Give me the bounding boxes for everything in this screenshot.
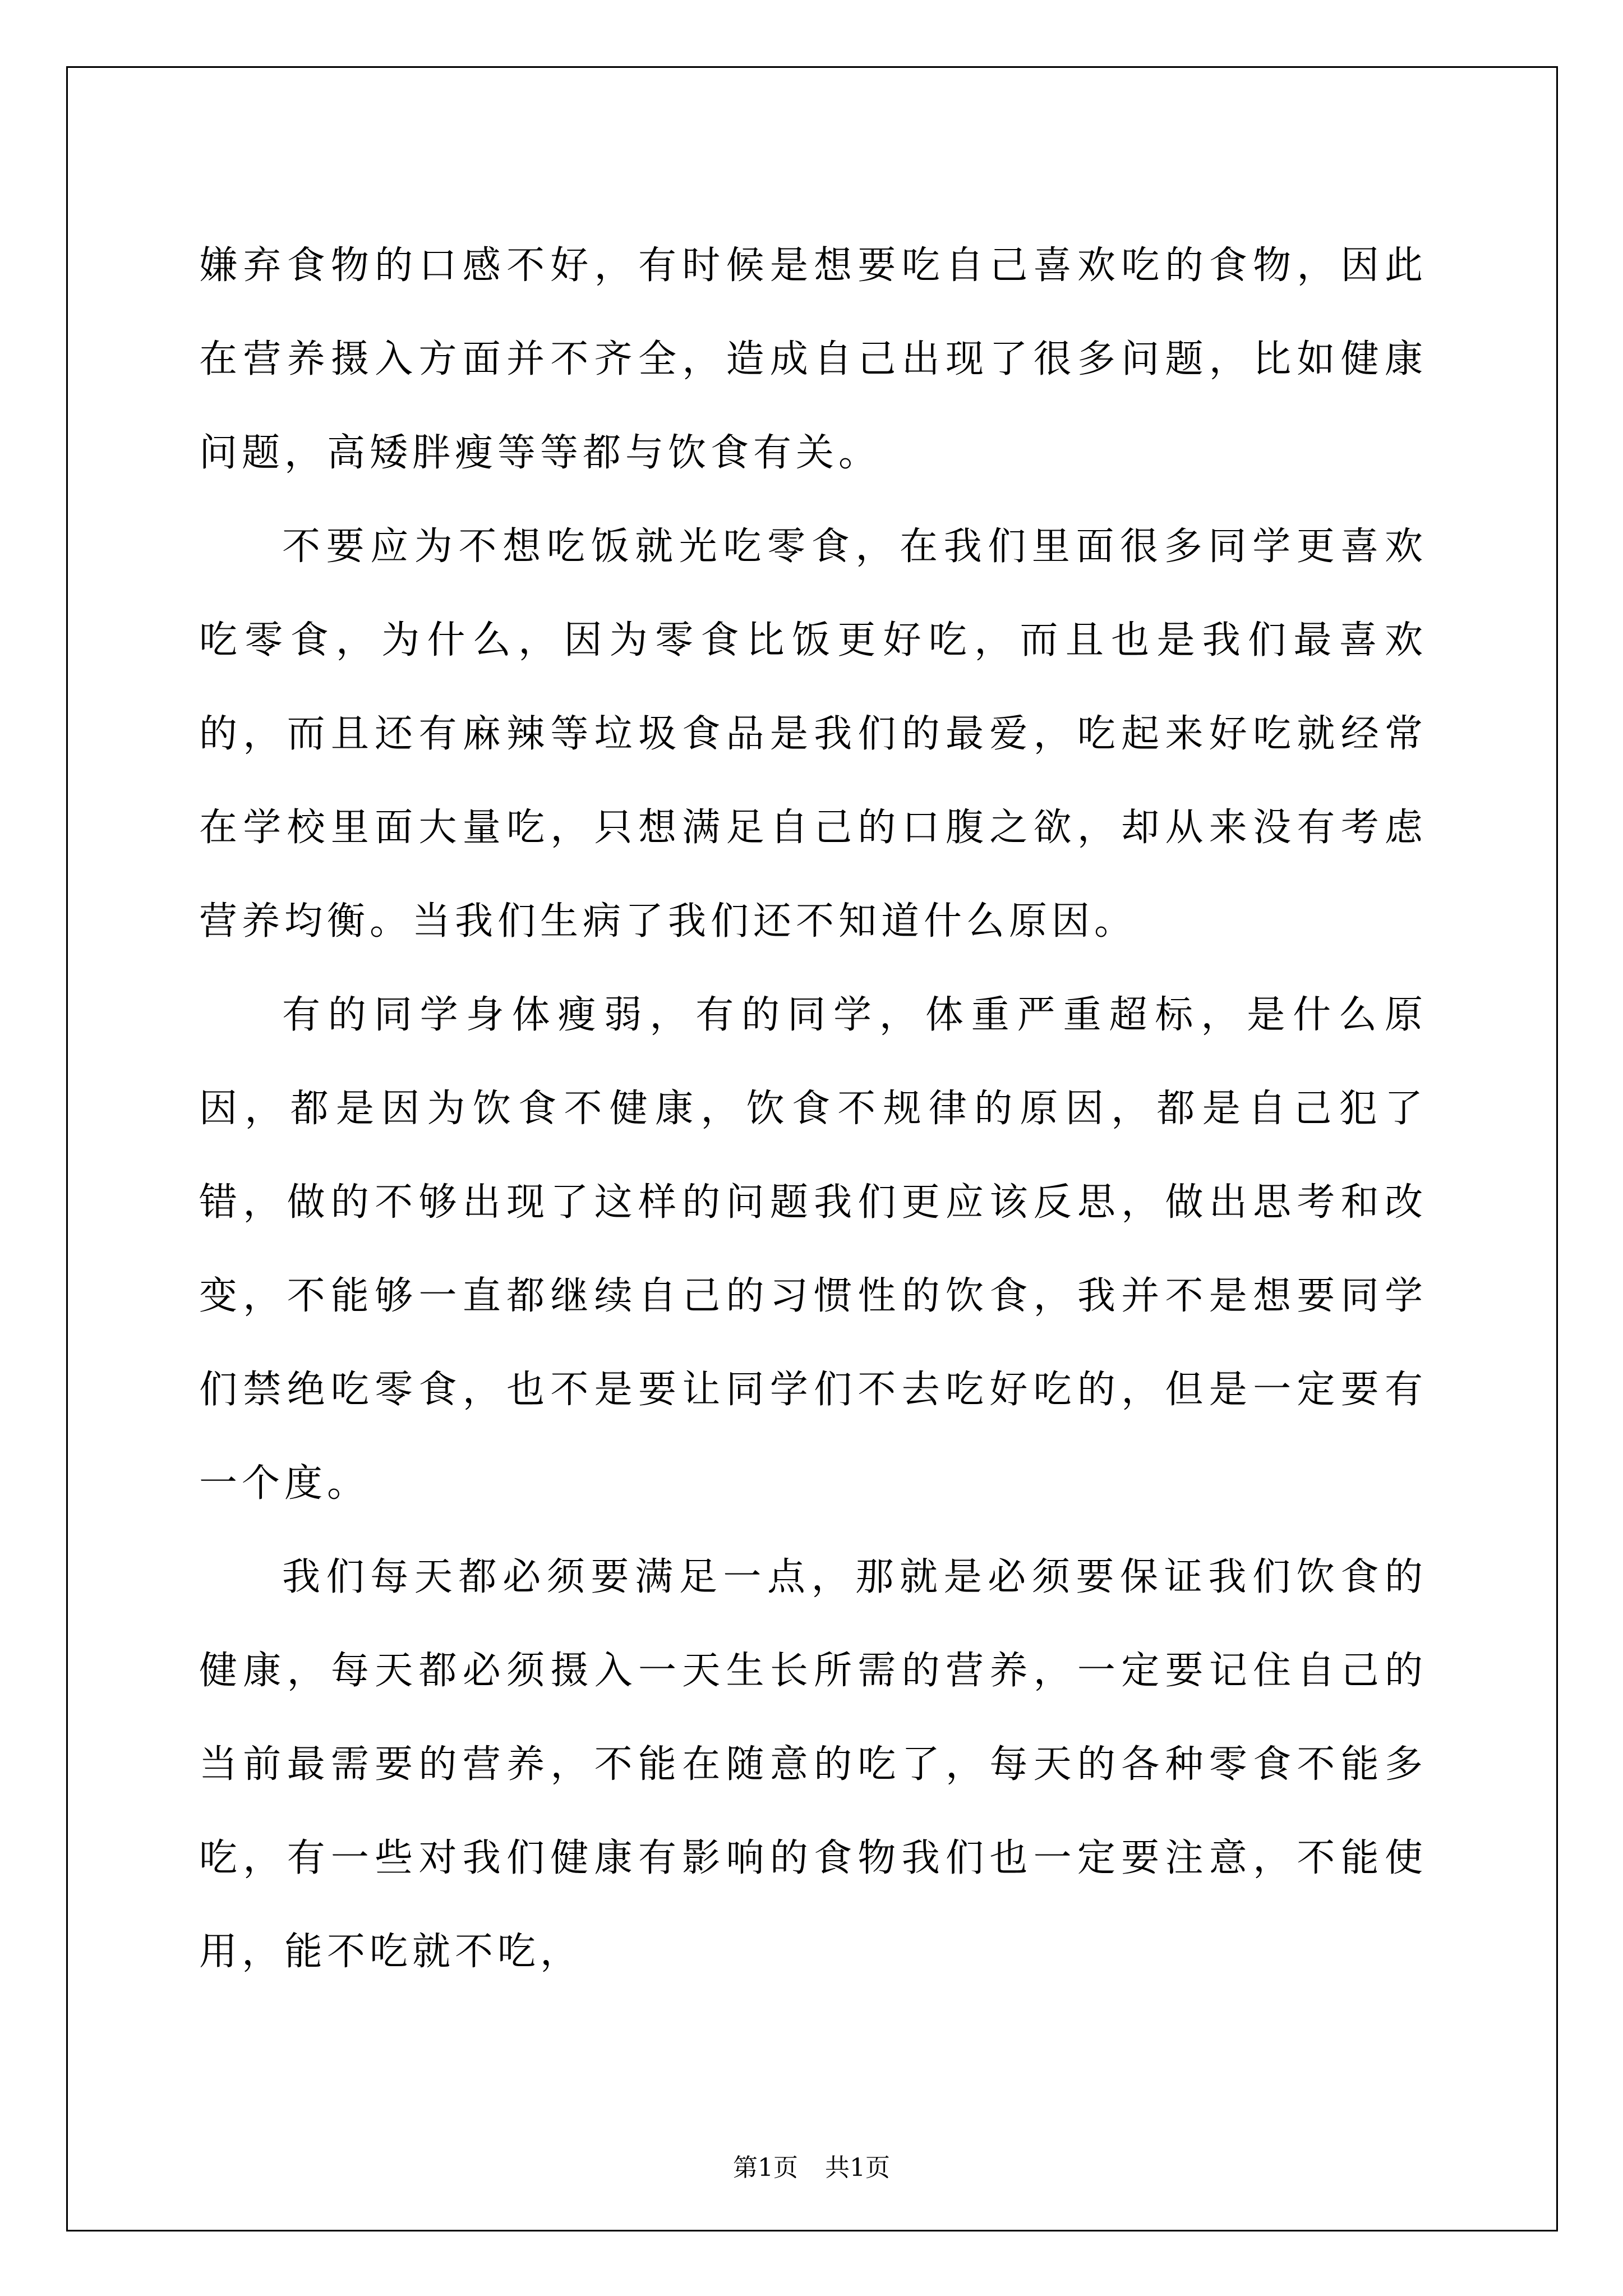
page-number-current: 第1页 (733, 2154, 798, 2182)
paragraph-4: 我们每天都必须要满足一点，那就是必须要保证我们饮食的健康，每天都必须摄入一天生长所需的营养，一定要记住自己的当前最需要的营养，不能在随意的吃了，每天的各种零食不能多吃，有一些对我们健康有影响的食物我们也一定要注意，不能使用，能不吃就不吃， (199, 1555, 1427, 1974)
paragraph-2: 不要应为不想吃饭就光吃零食，在我们里面很多同学更喜欢吃零食，为什么，因为零食比饭更好吃，而且也是我们最喜欢的，而且还有麻辣等垃圾食品是我们的最爱，吃起来好吃就经常在学校里面大量吃，只想满足自己的口腹之欲，却从来没有考虑营养均衡。当我们生病了我们还不知道什么原因。 (199, 524, 1427, 944)
document-body (199, 219, 1427, 1999)
page-footer (0, 2151, 1623, 2185)
page-number-total: 共1页 (825, 2154, 890, 2182)
paragraph-1: 嫌弃食物的口感不好，有时候是想要吃自己喜欢吃的食物，因此在营养摄入方面并不齐全，造成自己出现了很多问题，比如健康问题，高矮胖瘦等等都与饮食有关。 (199, 243, 1427, 475)
paragraph-3: 有的同学身体瘦弱，有的同学，体重严重超标，是什么原因，都是因为饮食不健康，饮食不规律的原因，都是自己犯了错，做的不够出现了这样的问题我们更应该反思，做出思考和改变，不能够一直都继续自己的习惯性的饮食，我并不是想要同学们禁绝吃零食，也不是要让同学们不去吃好吃的，但是一定要有一个度。 (199, 993, 1427, 1506)
